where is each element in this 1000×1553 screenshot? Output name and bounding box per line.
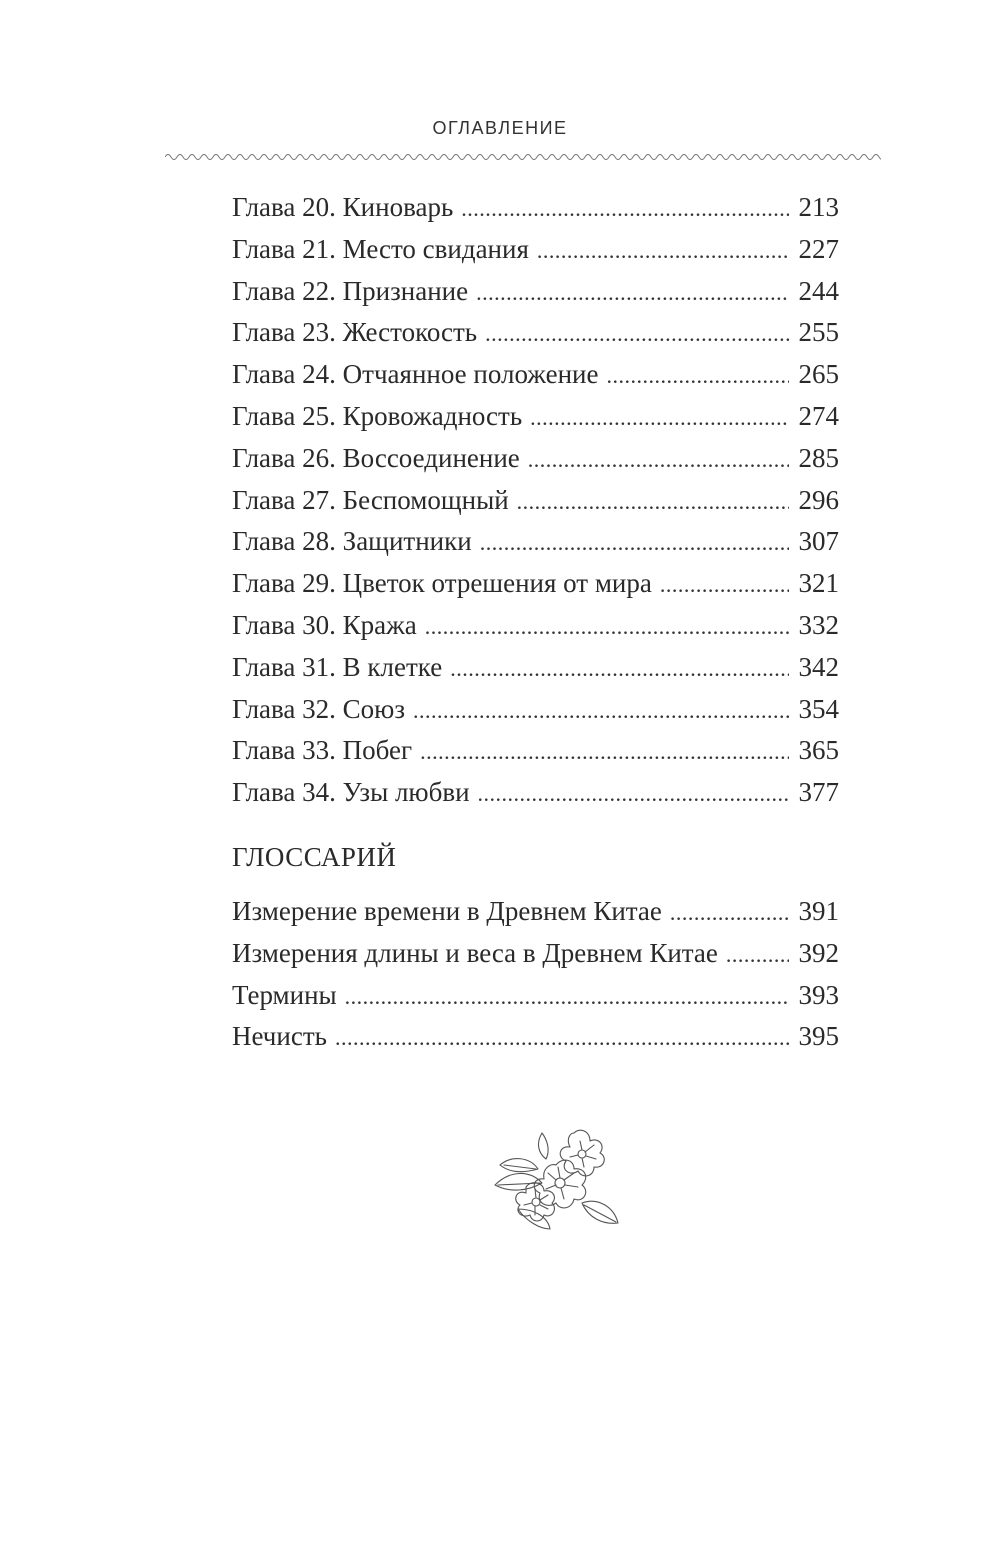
toc-entry[interactable] xyxy=(232,933,839,975)
page-number: 213 xyxy=(798,192,839,222)
toc-entry[interactable] xyxy=(232,438,839,480)
dot-leader xyxy=(425,606,789,648)
toc-entry[interactable] xyxy=(232,1016,839,1058)
entry-title: Глава 30. Кража xyxy=(232,609,417,640)
toc-entry[interactable] xyxy=(232,229,839,271)
page-number: 354 xyxy=(798,693,839,724)
dot-leader xyxy=(726,934,789,976)
page-number: 377 xyxy=(798,777,839,808)
entry-title: Глава 22. Признание xyxy=(232,275,469,306)
toc-entry[interactable] xyxy=(232,563,839,605)
entry-title: Глава 28. Защитники xyxy=(232,526,472,557)
page-number: 274 xyxy=(798,400,839,431)
toc-entry[interactable] xyxy=(232,647,839,689)
toc-entry[interactable] xyxy=(232,312,839,354)
entry-title: Глава 31. В клетке xyxy=(232,651,443,682)
page-number: 392 xyxy=(798,937,839,968)
dot-leader xyxy=(345,976,789,1018)
toc-entry[interactable] xyxy=(232,354,839,396)
page-number: 227 xyxy=(798,233,839,264)
toc-entry[interactable] xyxy=(232,396,839,438)
toc-entry[interactable] xyxy=(232,891,839,933)
entry-title: Глава 24. Отчаянное положение xyxy=(232,359,599,390)
dot-leader xyxy=(335,1017,789,1059)
dot-leader xyxy=(478,773,789,815)
dot-leader xyxy=(476,272,788,314)
dot-leader xyxy=(450,648,788,690)
toc-entry[interactable] xyxy=(232,730,839,772)
dot-leader xyxy=(660,564,789,606)
page-number: 307 xyxy=(798,526,839,557)
entry-title: Глава 34. Узы любви xyxy=(232,777,470,808)
entry-title: Глава 32. Союз xyxy=(232,693,406,724)
dot-leader xyxy=(480,522,789,564)
entry-title: Глава 20. Киноварь xyxy=(232,192,454,222)
toc-entry[interactable] xyxy=(232,772,839,814)
page-number: 332 xyxy=(798,609,839,640)
toc-entry[interactable] xyxy=(232,975,839,1017)
page-number: 285 xyxy=(798,442,839,473)
page-number: 395 xyxy=(798,1021,839,1052)
entry-title: Измерение времени в Древнем Китае xyxy=(232,896,662,926)
chapter-list xyxy=(232,187,839,814)
dot-leader xyxy=(517,481,789,523)
page-number: 255 xyxy=(798,317,839,348)
dot-leader xyxy=(485,313,788,355)
entry-title: Глава 33. Побег xyxy=(232,735,413,766)
toc-entry[interactable] xyxy=(232,605,839,647)
entry-title: Нечисть xyxy=(232,1021,327,1052)
dot-leader xyxy=(528,439,789,481)
dot-leader xyxy=(420,731,788,773)
running-title: ОГЛАВЛЕНИЕ xyxy=(432,118,568,138)
toc-entry[interactable] xyxy=(232,187,839,229)
entry-title: Измерения длины и веса в Древнем Китае xyxy=(232,937,718,968)
glossary-list xyxy=(232,891,839,1058)
toc-entry[interactable] xyxy=(232,689,839,731)
toc-entry[interactable] xyxy=(232,480,839,522)
entry-title: Глава 29. Цветок отрешения от мира xyxy=(232,568,652,599)
glossary-heading: ГЛОССАРИЙ xyxy=(232,842,397,872)
entry-title: Глава 27. Беспомощный xyxy=(232,484,509,515)
dot-leader xyxy=(670,892,789,934)
page-number: 393 xyxy=(798,979,839,1010)
page-number: 244 xyxy=(798,275,839,306)
wavy-divider-icon xyxy=(165,151,881,163)
dot-leader xyxy=(461,188,788,230)
page-number: 342 xyxy=(798,651,839,682)
page-number: 391 xyxy=(798,896,839,926)
entry-title: Глава 26. Воссоединение xyxy=(232,442,520,473)
toc-entry[interactable] xyxy=(232,521,839,563)
dot-leader xyxy=(413,690,788,732)
plum-blossom-icon xyxy=(490,1125,620,1235)
page-number: 265 xyxy=(798,359,839,390)
entry-title: Глава 25. Кровожадность xyxy=(232,400,523,431)
dot-leader xyxy=(537,230,789,272)
entry-title: Глава 21. Место свидания xyxy=(232,233,529,264)
dot-leader xyxy=(530,397,788,439)
toc-entry[interactable] xyxy=(232,271,839,313)
dot-leader xyxy=(606,355,788,397)
entry-title: Глава 23. Жестокость xyxy=(232,317,478,348)
page-number: 321 xyxy=(798,568,839,599)
page-number: 365 xyxy=(798,735,839,766)
entry-title: Термины xyxy=(232,979,337,1010)
page-number: 296 xyxy=(798,484,839,515)
